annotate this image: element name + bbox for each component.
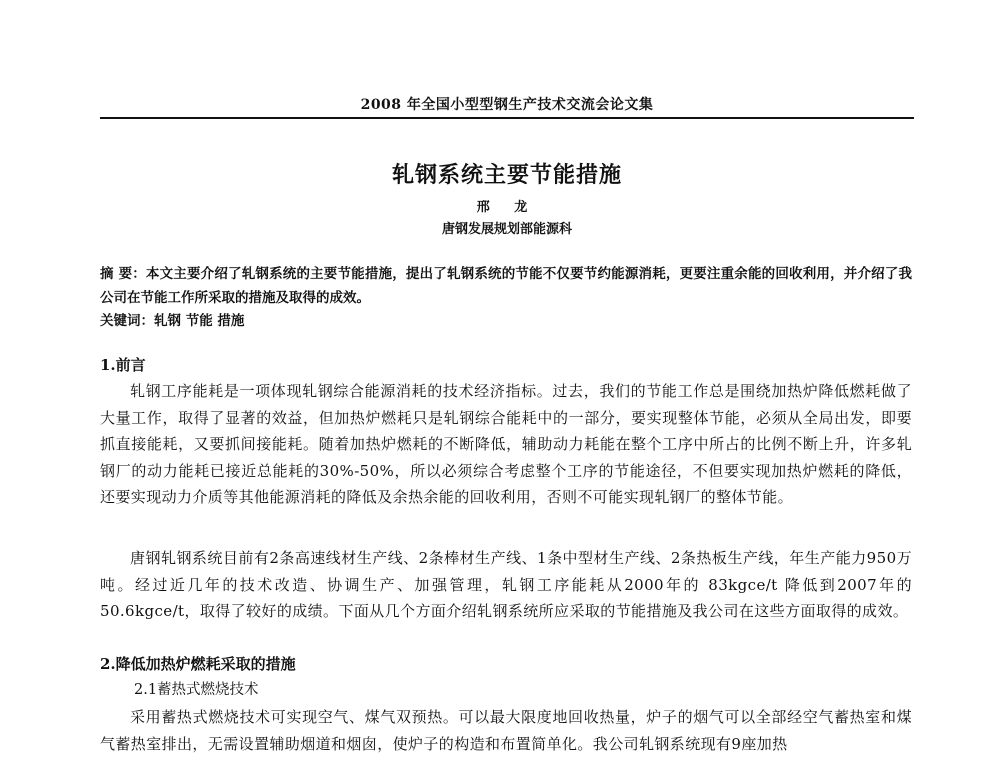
- paper-title: 轧钢系统主要节能措施: [391, 162, 622, 188]
- header-rule: [100, 117, 914, 119]
- running-header: 2008 年全国小型型钢生产技术交流会论文集: [360, 97, 654, 113]
- subsection-heading-regenerative-combustion: 2.1蓄热式燃烧技术: [134, 682, 259, 698]
- keywords: 关键词：轧钢 节能 措施: [100, 313, 245, 329]
- section-heading-heating-furnace: 2.降低加热炉燃耗采取的措施: [100, 655, 296, 673]
- paragraph: 唐钢轧钢系统目前有2条高速线材生产线、2条棒材生产线、1条中型材生产线、2条热板生产线，年生产能力950万吨。经过近几年的技术改造、协调生产、加强管理，轧钢工序能耗从2000年的 83kgce/t 降低到2007年的50.6kgce/t，取得了较好的成绩。下面从几个方面介绍轧钢系统所应采取的节能措施及我公司在这些方面取得的成效。: [100, 549, 912, 620]
- abstract: 摘 要：本文主要介绍了轧钢系统的主要节能措施，提出了轧钢系统的节能不仅要节约能源消耗，更要注重余能的回收利用，并介绍了我公司在节能工作所采取的措施及取得的成效。: [100, 266, 912, 306]
- author-name: 邢 龙: [476, 200, 538, 215]
- paragraph: 轧钢工序能耗是一项体现轧钢综合能源消耗的技术经济指标。过去，我们的节能工作总是围绕加热炉降低燃耗做了大量工作，取得了显著的效益，但加热炉燃耗只是轧钢综合能耗中的一部分，要实现整体节能，必须从全局出发，即要抓直接能耗，又要抓间接能耗。随着加热炉燃耗的不断降低，辅助动力耗能在整个工序中所占的比例不断上升，许多轧钢厂的动力能耗已接近总能耗的30%-50%，所以必须综合考虑整个工序的节能途径，不但要实现加热炉燃耗的降低，还要实现动力介质等其他能源消耗的降低及余热余能的回收利用，否则不可能实现轧钢厂的整体节能。: [100, 382, 912, 506]
- paragraph: 采用蓄热式燃烧技术可实现空气、煤气双预热。可以最大限度地回收热量，炉子的烟气可以全部经空气蓄热室和煤气蓄热室排出，无需设置辅助烟道和烟囱，使炉子的构造和布置简单化。我公司轧钢系统现有9座加热: [100, 708, 912, 753]
- author-affiliation: 唐钢发展规划部能源科: [441, 222, 572, 237]
- section-heading-introduction: 1.前言: [100, 356, 146, 374]
